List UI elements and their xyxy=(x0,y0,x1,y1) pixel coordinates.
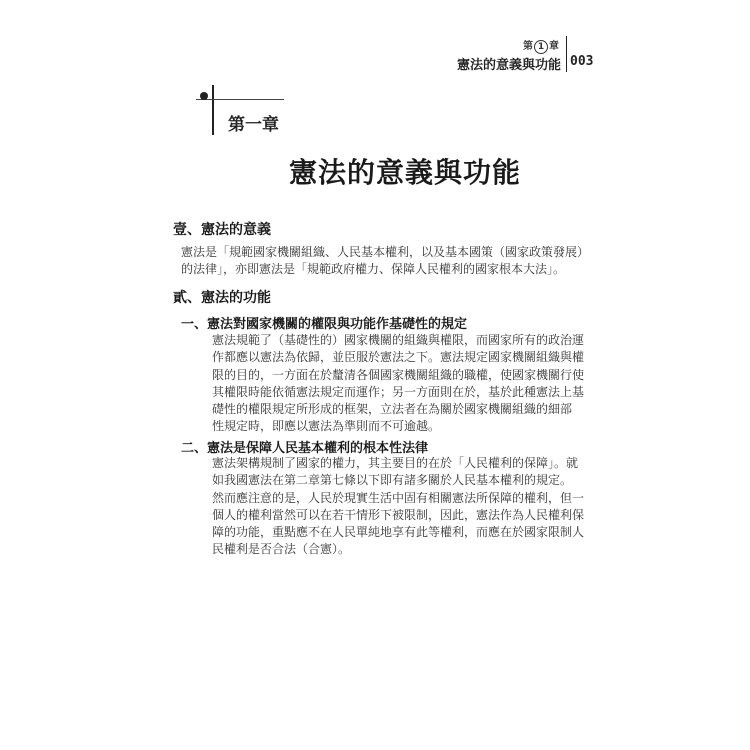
chapter-marker-vertical-line xyxy=(212,85,214,135)
subsection-heading-2: 二、憲法是保障人民基本權利的根本性法律 xyxy=(181,441,429,456)
paragraph-line: 然而應注意的是，人民於現實生活中固有相關憲法所保障的權利，但一 xyxy=(212,490,585,505)
chapter-number-circle: 1 xyxy=(534,40,548,54)
paragraph-line: 性規定時，即應以憲法為準則而不可逾越。 xyxy=(212,419,441,434)
chapter-marker-horizontal-line xyxy=(196,99,284,100)
subsection-1-paragraph xyxy=(212,332,584,436)
chapter-marker-dot xyxy=(200,92,208,100)
paragraph-line: 作都應以憲法為依歸，並臣服於憲法之下。憲法規定國家機關組織與權 xyxy=(212,350,585,365)
section-heading-meaning: 壹、憲法的意義 xyxy=(173,222,271,238)
page-number: 003 xyxy=(570,54,594,69)
paragraph-line: 如我國憲法在第二章第七條以下即有諸多關於人民基本權利的規定。 xyxy=(212,473,573,488)
paragraph-line: 憲法規範了（基礎性的）國家機關的組織與權限，而國家所有的政治運 xyxy=(212,333,585,347)
paragraph-line: 憲法是「規範國家機關組織、人民基本權利，以及基本國策（國家政策發展） xyxy=(181,245,590,259)
chapter-label: 第一章 xyxy=(228,115,279,135)
paragraph-line: 民權利是否合法（合憲）。 xyxy=(212,542,351,557)
chapter-title: 憲法的意義與功能 xyxy=(288,156,521,189)
paragraph-line: 礎性的權限規定所形成的框架，立法者在為關於國家機關組織的細部 xyxy=(212,402,573,417)
running-header-chapter xyxy=(518,37,564,54)
section-heading-function: 貳、憲法的功能 xyxy=(173,290,271,306)
chapter-prefix: 第 xyxy=(523,41,533,52)
paragraph-line: 的法律」，亦即憲法是「規範政府權力、保障人民權利的國家根本大法」。 xyxy=(181,262,566,277)
running-header-title: 憲法的意義與功能 xyxy=(456,58,561,73)
paragraph-line: 障的功能，重點應不在人民單純地享有此等權利，而應在於國家限制人 xyxy=(212,525,585,540)
section-meaning-paragraph xyxy=(181,244,589,279)
chapter-suffix: 章 xyxy=(549,41,559,52)
paragraph-line: 個人的權利當然可以在若干情形下被限制，因此，憲法作為人民權利保 xyxy=(212,507,585,522)
paragraph-line: 憲法架構規制了國家的權力，其主要目的在於「人民權利的保障」。就 xyxy=(212,456,579,470)
paragraph-line: 其權限時能依循憲法規定而運作；另一方面則在於，基於此種憲法上基 xyxy=(212,384,585,399)
header-divider xyxy=(566,36,567,72)
subsection-heading-1: 一、憲法對國家機關的權限與功能作基礎性的規定 xyxy=(181,317,468,332)
subsection-2-paragraph xyxy=(212,455,584,559)
paragraph-line: 限的目的，一方面在於釐清各個國家機關組織的職權，使國家機關行使 xyxy=(212,367,585,382)
